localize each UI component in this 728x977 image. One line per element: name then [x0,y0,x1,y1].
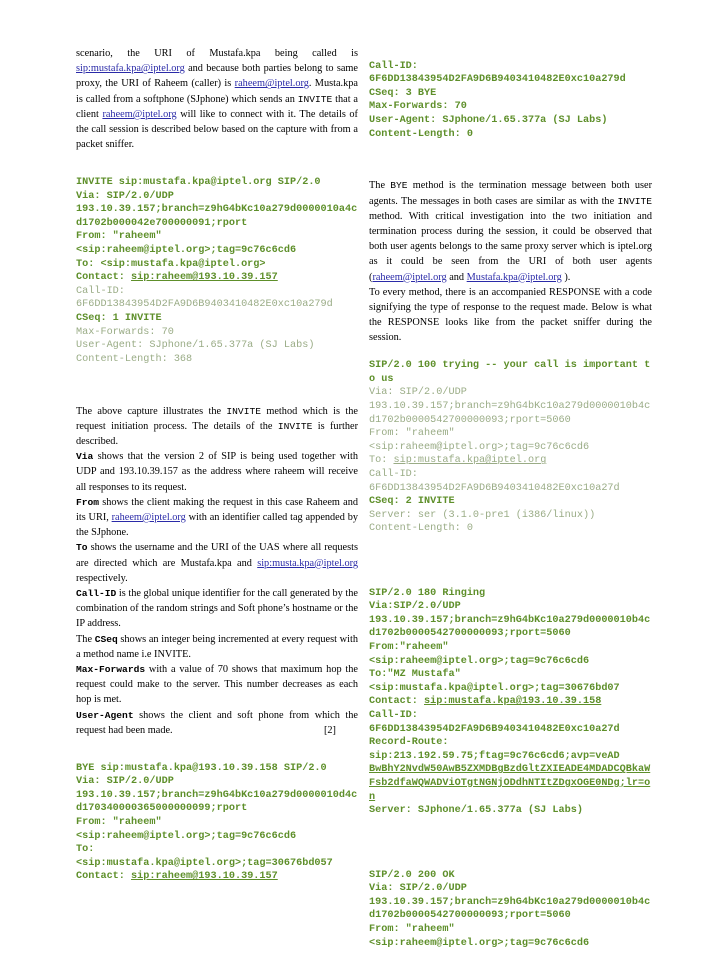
capture-key: To: [369,455,394,467]
right-column [369,46,652,977]
capture-line: Call-ID: [369,60,418,72]
body-text: with a value of 70 shows that maximum hop the request could make to the server. This number decreases as each hop is met. [76,663,358,706]
invite-description [76,404,358,450]
response-180-capture [369,573,652,845]
body-text: method. With critical investigation into the two initiation and termination process during the session, it could be observed that both user agents belongs to the same proxy server which is iptel.org as it could be seen from the URI of both user agents ( [369,210,652,283]
capture-line: BYE sip:mustafa.kpa@193.10.39.158 SIP/2.0 [76,762,327,774]
response-100-capture [369,346,652,564]
invite-capture [76,162,358,393]
body-text: shows that the version 2 of SIP is being used together with UDP and 193.10.39.157 as the address where raheem will receive all responses to its request. [76,451,358,493]
body-text: shows an integer being incremented at every request with a method name i.e INVITE. [76,633,358,660]
intro-text: will like to connect with it. The details of the call session is described below based on the capture with from a packet sniffer. [76,108,358,151]
contact-link[interactable]: sip:raheem@193.10.39.157 [131,871,278,883]
capture-line: <sip:mustafa.kpa@iptel.org>;tag=30676bd057 [76,857,333,869]
intro-text: that a client [76,93,358,120]
bye-capture-continued [369,46,652,168]
body-text: method is the termination message between both user agents. The messages in both cases are similar as with the [369,180,652,207]
capture-line: Record-Route: [369,737,449,749]
field-keyword: CSeq [94,633,118,645]
capture-line: 193.10.39.157;branch=z9hG4bKc10a279d0000010b4cd1702b0000542700000093;rport=5060 [369,896,651,922]
capture-line: From: "raheem" [369,428,455,440]
intro-paragraph [76,46,358,152]
capture-line [76,271,358,285]
body-text: method which is the request initiation process. The details of the [76,405,358,432]
capture-line: 193.10.39.157;branch=z9hG4bKc10a279d0000010a4cd1702b000042e700000091;rport [76,204,358,229]
capture-line: 193.10.39.157;branch=z9hG4bKc10a279d0000010d4cd170340000365000000099;rport [76,789,358,815]
capture-line: 6F6DD13843954D2FA9D6B9403410482E0xc10a27d [369,482,620,494]
capture-line: Content-Length: 368 [76,353,193,365]
capture-line: Via: SIP/2.0/UDP [369,387,467,399]
capture-line: <sip:raheem@iptel.org>;tag=9c76c6cd6 [369,655,590,667]
useragent-description [76,708,358,738]
body-text: respectively. [76,572,128,584]
capture-line [369,695,652,709]
link-raheem[interactable]: raheem@iptel.org [372,271,447,283]
citation: [2] [323,724,336,736]
capture-line: Call-ID: [369,468,418,480]
to-link[interactable]: sip:mustafa.kpa@iptel.org [393,455,547,467]
link-mustafa-uri[interactable]: sip:mustafa.kpa@iptel.org [76,63,185,75]
link-raheem[interactable]: raheem@iptel.org [234,78,309,90]
body-text: shows the client making the request in this case Raheem and its URI, [76,496,358,523]
capture-line: Via: SIP/2.0/UDP [369,883,467,895]
left-column [76,46,358,911]
response-200-capture [369,855,652,977]
capture-line: Content-Length: 0 [369,128,473,140]
link-raheem[interactable]: raheem@iptel.org [111,511,186,523]
body-text: The [369,180,391,192]
capture-line: SIP/2.0 200 OK [369,869,455,881]
field-keyword: User-Agent [76,709,134,721]
capture-line: To: [76,844,95,856]
body-text: The above capture illustrates the [76,405,227,417]
intro-text: and because both parties belong to same proxy, the URI of Raheem (caller) is [76,63,358,90]
capture-line: <sip:raheem@iptel.org>;tag=9c76c6cd6 [76,244,297,256]
body-text: is the global unique identifier for the call generated by the combination of the random strings and Soft phone’s hostname or the IP address. [76,587,358,630]
callid-description [76,586,358,632]
to-description [76,540,358,586]
capture-line: <sip:raheem@iptel.org>;tag=9c76c6cd6 [369,937,590,949]
capture-line [76,870,358,884]
capture-line: <sip:raheem@iptel.org>;tag=9c76c6cd6 [76,830,297,842]
body-text: shows the client and soft phone from which the request had been made. [76,709,358,736]
capture-line: From: "raheem" [369,923,455,935]
capture-line: To:"MZ Mustafa" [369,669,461,681]
capture-line: To: <sip:mustafa.kpa@iptel.org> [76,258,266,270]
capture-line: 193.10.39.157;branch=z9hG4bKc10a279d0000010b4cd1702b0000542700000093;rport=5060 [369,614,651,640]
intro-text: . Musta.kpa is called from a softphone (SJphone) which sends an [76,78,358,105]
capture-line: Server: ser (3.1.0-pre1 (i386/linux)) [369,509,596,521]
capture-line: Max-Forwards: 70 [369,101,467,113]
capture-line: Content-Length: 0 [369,523,473,535]
capture-line: Via: SIP/2.0/UDP [76,776,174,788]
via-description [76,449,358,495]
field-keyword: Call-ID [76,587,117,599]
bye-capture [76,748,358,911]
body-text: ). [561,271,571,283]
capture-line: BwBhY2NvdW50AwB5ZXMDBgBzdGltZXIEADE4MDADCQBkaWFsb2dfaWQWADViOTgtNGNjODdhNTItZDgxOGE0NDg;lr=on [369,764,651,803]
inline-code: INVITE [226,405,261,417]
capture-key: Contact: [76,272,132,284]
capture-line: From: "raheem" [76,231,162,243]
capture-line: 193.10.39.157;branch=z9hG4bKc10a279d0000010b4cd1702b0000542700000093;rport=5060 [369,400,651,426]
capture-line: SIP/2.0 100 trying -- your call is important to us [369,360,651,385]
capture-line: User-Agent: SJphone/1.65.377a (SJ Labs) [369,114,608,126]
inline-code: INVITE [297,93,333,105]
capture-line: CSeq: 3 BYE [369,87,437,99]
body-text: and [446,271,467,283]
capture-line: SIP/2.0 180 Ringing [369,587,486,599]
response-description: To every method, there is an accompanied RESPONSE with a code signifying the type of response to the request made. Below is what the RESPONSE looks like from the packet sniffer during the session. [369,286,652,344]
maxforwards-description [76,662,358,708]
bye-description [369,178,652,284]
capture-line: <sip:raheem@iptel.org>;tag=9c76c6cd6 [369,441,590,453]
field-keyword: Via [76,451,94,463]
capture-line: Call-ID: [369,710,418,722]
capture-line: CSeq: 2 INVITE [369,496,455,508]
capture-line: Max-Forwards: 70 [76,326,174,338]
capture-line: INVITE sip:mustafa.kpa@iptel.org SIP/2.0 [76,177,321,189]
capture-line: From: "raheem" [76,816,162,828]
link-mustafa[interactable]: Mustafa.kpa@iptel.org [466,271,562,283]
field-keyword: From [76,496,100,508]
capture-line [369,454,652,468]
from-description [76,495,358,541]
capture-line: 6F6DD13843954D2FA9D6B9403410482E0xc10a279d [369,74,626,86]
capture-line: Server: SJphone/1.65.377a (SJ Labs) [369,805,583,817]
contact-link[interactable]: sip:raheem@193.10.39.157 [131,272,278,284]
capture-line: Call-ID: [76,285,125,297]
capture-line: CSeq: 1 INVITE [76,312,162,324]
capture-line: Via: SIP/2.0/UDP [76,190,174,202]
body-text: shows the username and the URI of the UAS where all requests are directed which are Mustafa.kpa and [76,542,358,569]
capture-key: Contact: [76,871,132,883]
link-raheem[interactable]: raheem@iptel.org [102,108,177,120]
capture-line: User-Agent: SJphone/1.65.377a (SJ Labs) [76,340,315,352]
inline-code: INVITE [277,420,313,432]
inline-code: INVITE [617,195,652,207]
intro-text: scenario, the URI of Mustafa.kpa being called is [76,48,358,59]
capture-key: Contact: [369,696,425,708]
capture-line: <sip:mustafa.kpa@iptel.org>;tag=30676bd07 [369,682,620,694]
capture-line: 6F6DD13843954D2FA9D6B9403410482E0xc10a279d [76,299,333,311]
contact-link[interactable]: sip:mustafa.kpa@193.10.39.158 [424,696,602,708]
field-keyword: Max-Forwards [76,663,146,675]
body-text: The [76,633,95,645]
capture-line: 6F6DD13843954D2FA9D6B9403410482E0xc10a27d [369,723,620,735]
capture-line: sip:213.192.59.75;ftag=9c76c6cd6;avp=veAD [369,750,620,762]
cseq-description [76,632,358,662]
body-text: with an identifier called tag appended by the SJphone. [76,511,358,539]
link-musta-uri[interactable]: sip:musta.kpa@iptel.org [257,557,358,569]
capture-line: From:"raheem" [369,642,449,654]
inline-code: BYE [390,180,408,192]
body-text: is further described. [76,420,358,447]
field-keyword: To [76,542,88,554]
capture-line: Via:SIP/2.0/UDP [369,601,461,613]
